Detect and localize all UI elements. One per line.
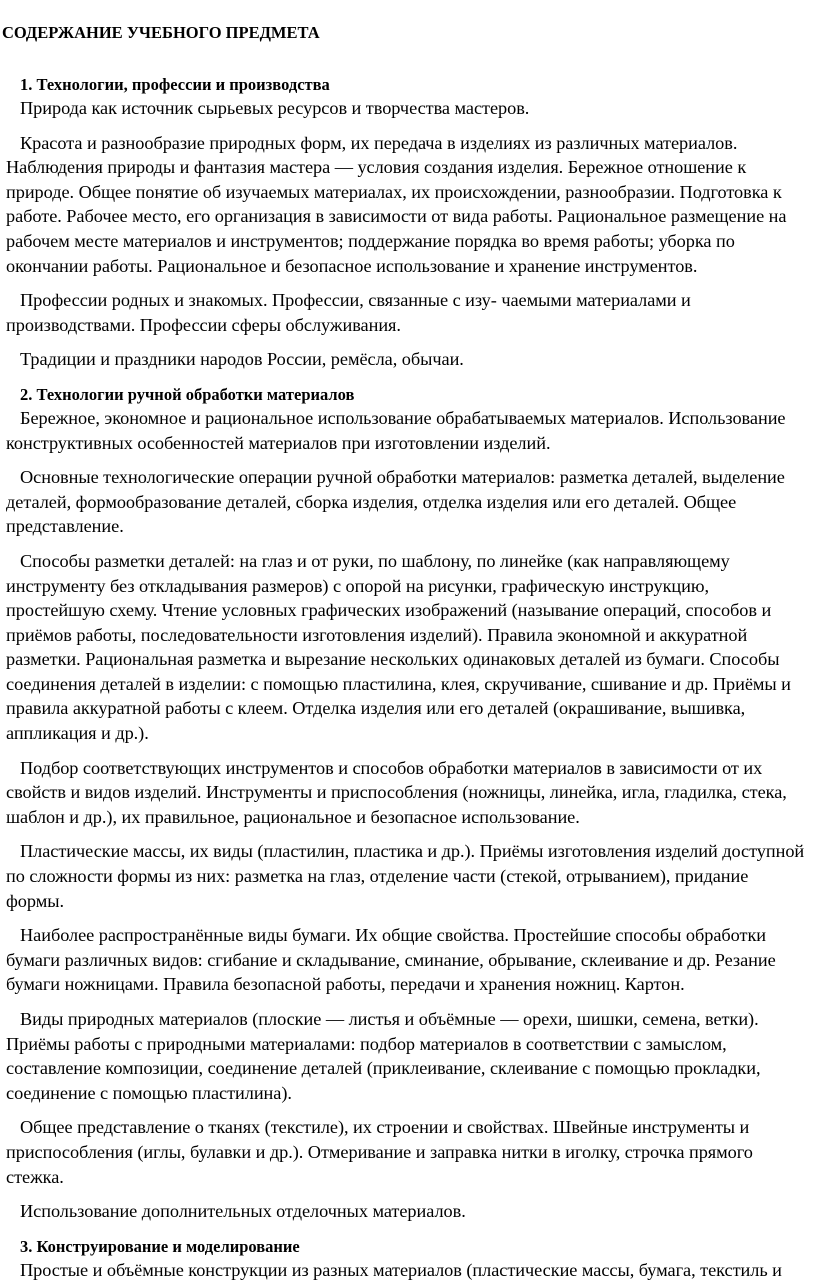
paragraph: Общее представление о тканях (текстиле), их строении и свойствах. Швейные инструменты и приспособления (иглы, булавки и др.). Отмеривание и заправка нитки в иголку, строчка прямого стежка.	[6, 1117, 753, 1187]
paragraph: Использование дополнительных отделочных материалов.	[20, 1201, 466, 1222]
paragraph: Природа как источник сырьевых ресурсов и творчества мастеров.	[20, 98, 530, 118]
paragraph: Профессии родных и знакомых. Профессии, связанные с изу- чаемыми материалами и производствами. Профессии сферы обслуживания.	[6, 290, 691, 335]
paragraph: Пластические массы, их виды (пластилин, пластика и др.). Приёмы изготовления изделий доступной по сложности формы из них: разметка на глаз, отделение части (стекой, отрыванием), придание формы.	[6, 841, 805, 911]
paragraph: Красота и разнообразие природных форм, их передача в изделиях из различных материалов. Наблюдения природы и фантазия мастера — условия создания изделия. Бережное отношение к природе. Общее понятие об изучаемых материалах, их происхождении, разнообразии. Подготовка к работе. Рабочее место, его организация в зависимости от вида работы. Рациональное размещение на рабочем месте материалов и инструментов; поддержание порядка во время работы; уборка по окончании работы. Рациональное и безопасное использование и хранение инструментов.	[6, 132, 787, 276]
section-construction-modeling	[6, 1236, 810, 1282]
paragraph: Бережное, экономное и рациональное использование обрабатываемых материалов. Использование конструктивных особенностей материалов при изготовлении изделий.	[6, 407, 786, 453]
section-heading: 3. Конструирование и моделирование	[20, 1236, 300, 1256]
paragraph: Основные технологические операции ручной обработки материалов: разметка деталей, выделение деталей, формообразование деталей, сборка изделия, отделка изделия или его деталей. Общее представление.	[6, 467, 785, 537]
section-manual-processing	[6, 384, 810, 1224]
paragraph: Подбор соответствующих инструментов и способов обработки материалов в зависимости от их свойств и видов изделий. Инструменты и приспособления (ножницы, линейка, игла, гладилка, стека, шаблон и др.), их правильное, рациональное и безопасное использование.	[6, 757, 787, 827]
paragraph: Традиции и праздники народов России, ремёсла, обычаи.	[20, 349, 464, 370]
paragraph: Наиболее распространённые виды бумаги. Их общие свойства. Простейшие способы обработки бумаги различных видов: сгибание и складывание, сминание, обрывание, склеивание и др. Резание бумаги ножницами. Правила безопасной работы, передачи и хранения ножниц. Картон.	[6, 925, 776, 995]
section-heading: 1. Технологии, профессии и производства	[20, 75, 330, 94]
section-technologies-professions	[6, 74, 810, 372]
section-heading: 2. Технологии ручной обработки материалов	[20, 384, 355, 404]
paragraph: Способы разметки деталей: на глаз и от руки, по шаблону, по линейке (как направляющему инструменту без откладывания размеров) с опорой на рисунки, графическую инструкцию, простейшую схему. Чтение условных графических изображений (называние операций, способов и приёмов работы, последовательности изготовления изделий). Правила экономной и аккуратной разметки. Рациональная разметка и вырезание нескольких одинаковых деталей из бумаги. Способы соединения деталей в изделии: с помощью пластилина, клея, скручивание, сшивание и др. Приёмы и правила аккуратной работы с клеем. Отделка изделия или его деталей (окрашивание, вышивка, аппликация и др.).	[6, 550, 791, 744]
paragraph: Виды природных материалов (плоские — листья и объёмные — орехи, шишки, семена, ветки). Приёмы работы с природными материалами: подбор материалов в соответствии с замыслом, составление композиции, соединение деталей (приклеивание, склеивание с помощью прокладки, соединение с помощью пластилина).	[6, 1009, 761, 1103]
document-title: СОДЕРЖАНИЕ УЧЕБНОГО ПРЕДМЕТА	[2, 23, 320, 42]
paragraph: Простые и объёмные конструкции из разных материалов (пластические массы, бумага, текстиль и	[20, 1259, 782, 1280]
